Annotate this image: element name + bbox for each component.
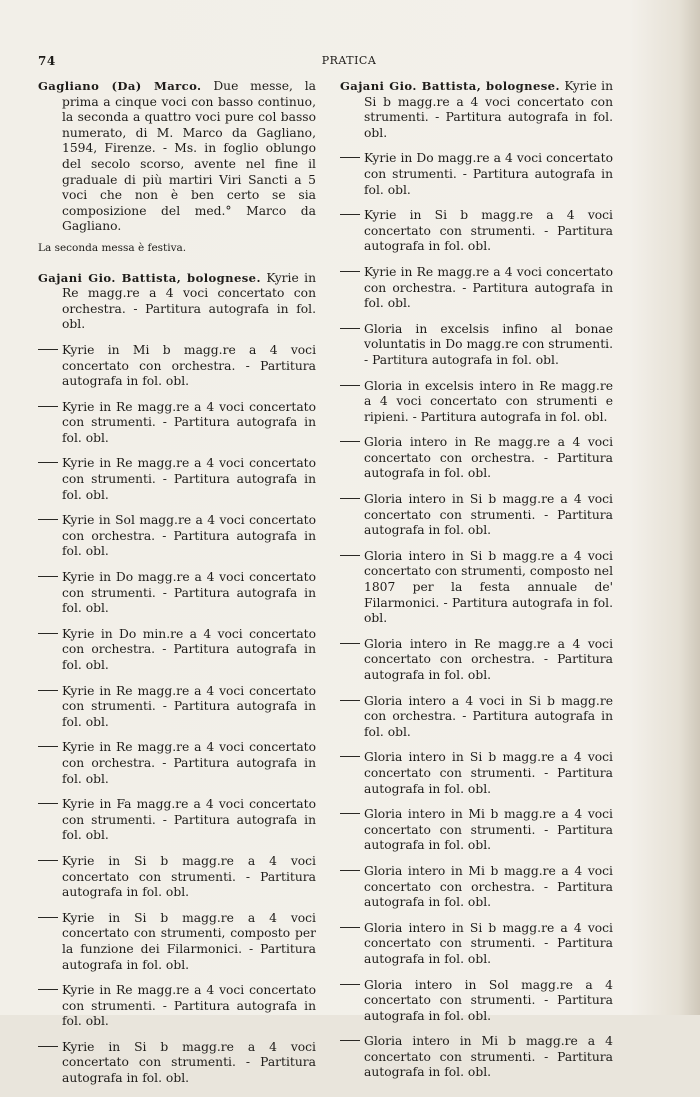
catalog-entry [340,208,613,255]
ditto-dash [340,555,360,556]
left-entry-list [38,343,316,1087]
catalog-entry [38,684,316,731]
ditto-dash [340,813,360,814]
catalog-entry [340,978,613,1025]
entry-text: Kyrie in Re magg.re a 4 voci concertato con strumenti. - Partitura autografa in fol. obl. [62,456,316,502]
catalog-entry [340,379,613,426]
entry-text: Kyrie in Fa magg.re a 4 voci concertato con strumenti. - Partitura autografa in fol. obl. [62,797,316,843]
entry-text: Gloria intero in Si b magg.re a 4 voci concertato con strumenti, composto nel 1807 per la festa annuale de' Filarmonici. - Partitura autografa in fol. obl. [364,548,613,626]
ditto-dash [340,984,360,985]
ditto-dash [340,1040,360,1041]
ditto-dash [38,989,58,990]
composer-name: Gagliano (Da) Marco. [38,79,202,93]
entry-text: Kyrie in Si b magg.re a 4 voci concertato con strumenti. - Partitura autografa in fol. obl. [62,853,316,900]
ditto-dash [340,328,360,329]
entry-text: Gloria intero in Mi b magg.re a 4 voci concertato con strumenti. - Partitura autografa in fol. obl. [364,807,613,853]
composer-name: Gajani Gio. Battista, bolognese. [340,79,560,93]
entry-text: Kyrie in Sol magg.re a 4 voci concertato con orchestra. - Partitura autografa in fol. obl. [62,513,316,559]
entry-text: Gloria intero in Si b magg.re a 4 voci concertato con strumenti. - Partitura autografa in fol. obl. [364,492,613,538]
catalog-entry [340,151,613,198]
entry-text: Kyrie in Re magg.re a 4 voci concertato con strumenti. - Partitura autografa in fol. obl. [62,983,316,1029]
entry-text: Gloria intero in Sol magg.re a 4 concertato con strumenti. - Partitura autografa in fol. obl. [364,977,613,1023]
ditto-dash [38,406,58,407]
ditto-dash [340,927,360,928]
ditto-dash [38,1046,58,1047]
entry-text: Gloria in excelsis infino al bonae voluntatis in Do magg.re con strumenti. - Partitura autografa in fol. obl. [364,321,613,367]
entry-note: La seconda messa è festiva. [38,241,187,254]
catalog-entry [340,807,613,854]
entry-text: Kyrie in Re magg.re a 4 voci concertato con orchestra. - Partitura autografa in fol. obl. [364,264,613,311]
catalog-entry [340,750,613,797]
entry-text: Kyrie in Do min.re a 4 voci concertato con orchestra. - Partitura autografa in fol. obl. [62,626,316,672]
catalog-entry [38,570,316,617]
ditto-dash [38,576,58,577]
catalog-entry [38,797,316,844]
entry-text: Kyrie in Do magg.re a 4 voci concertato con strumenti. - Partitura autografa in fol. obl. [364,151,613,197]
ditto-dash [38,349,58,350]
catalog-entry [38,343,316,390]
ditto-dash [38,519,58,520]
entry-text: Kyrie in Re magg.re a 4 voci concertato con strumenti. - Partitura autografa in fol. obl. [62,683,316,729]
entry-text: Kyrie in Si b magg.re a 4 voci concertato con strumenti. - Partitura autografa in fol. obl. [62,1039,316,1086]
ditto-dash [340,271,360,272]
entry-text: Gloria intero in Si b magg.re a 4 voci concertato con strumenti. - Partitura autografa in fol. obl. [364,750,613,796]
catalog-entry [38,1040,316,1087]
ditto-dash [340,214,360,215]
entry-text: Gloria intero in Mi b magg.re a 4 concertato con strumenti. - Partitura autografa in fol. obl. [364,1034,613,1080]
right-column [340,79,613,1091]
entry-text: Kyrie in Re magg.re a 4 voci concertato con orchestra. - Partitura autografa in fol. obl. [62,270,316,332]
ditto-dash [38,633,58,634]
entry-text: Kyrie in Re magg.re a 4 voci concertato con orchestra. - Partitura autografa in fol. obl. [62,740,316,786]
entry-text: Kyrie in Re magg.re a 4 voci concertato con strumenti. - Partitura autografa in fol. obl. [62,399,316,445]
catalog-entry [340,549,613,627]
entry-text: Kyrie in Si b magg.re a 4 voci concertato con strumenti, composto per la funzione dei Filarmonici. - Partitura autografa in fol. obl. [62,910,316,972]
catalog-entry [340,1034,613,1081]
ditto-dash [340,643,360,644]
running-title: PRATICA [321,54,377,67]
catalog-entry [38,513,316,560]
entry-text: Kyrie in Si b magg.re a 4 voci concertato con strumenti. - Partitura autografa in fol. obl. [364,79,613,140]
catalog-entry [38,627,316,674]
catalog-entry [340,492,613,539]
ditto-dash [340,700,360,701]
catalog-entry [38,983,316,1030]
entry-text: Kyrie in Mi b magg.re a 4 voci concertato con orchestra. - Partitura autografa in fol. obl. [62,342,316,389]
ditto-dash [340,385,360,386]
catalog-entry [340,435,613,482]
gajani-entry-right [340,79,613,141]
gagliano-entry [38,79,316,235]
catalog-entry [38,740,316,787]
ditto-dash [38,860,58,861]
page-header [38,54,660,70]
left-column [38,79,316,1097]
catalog-entry [340,265,613,312]
ditto-dash [340,157,360,158]
ditto-dash [340,498,360,499]
entry-text: Kyrie in Si b magg.re a 4 voci concertato con strumenti. - Partitura autografa in fol. obl. [364,208,613,254]
entry-text: Due messe, la prima a cinque voci con basso continuo, la seconda a quattro voci pure col basso numerato, di M. Marco da Gagliano, 1594, Firenze. - Ms. in foglio oblungo del secolo scorso, avente nel fine il graduale di più martiri Viri Sancti a 5 voci che non è ben certo se sia composizione del med.° Marco da Gagliano. [62,79,316,234]
ditto-dash [340,441,360,442]
page-number: 74 [38,54,56,68]
catalog-entry [340,637,613,684]
catalog-entry [340,921,613,968]
entry-text: Gloria intero in Mi b magg.re a 4 voci concertato con orchestra. - Partitura autografa in fol. obl. [364,863,613,910]
entry-text: Gloria intero in Re magg.re a 4 voci concertato con orchestra. - Partitura autografa in fol. obl. [364,435,613,481]
ditto-dash [340,870,360,871]
entry-text: Gloria in excelsis intero in Re magg.re a 4 voci concertato con strumenti e ripieni. - Partitura autografa in fol. obl. [364,378,613,424]
ditto-dash [340,756,360,757]
ditto-dash [38,462,58,463]
catalog-entry [340,322,613,369]
gajani-entry [38,271,316,333]
ditto-dash [38,690,58,691]
catalog-entry [38,854,316,901]
ditto-dash [38,803,58,804]
catalog-entry [38,911,316,973]
ditto-dash [38,746,58,747]
entry-text: Gloria intero in Si b magg.re a 4 voci concertato con strumenti. - Partitura autografa in fol. obl. [364,920,613,966]
entry-text: Gloria intero in Re magg.re a 4 voci concertato con orchestra. - Partitura autografa in fol. obl. [364,636,613,682]
entry-text: Gloria intero a 4 voci in Si b magg.re con orchestra. - Partitura autografa in fol. obl. [364,693,613,739]
catalog-entry [38,400,316,447]
ditto-dash [38,917,58,918]
entry-text: Kyrie in Do magg.re a 4 voci concertato con strumenti. - Partitura autografa in fol. obl. [62,570,316,616]
catalog-entry [340,864,613,911]
catalog-entry [340,694,613,741]
catalog-entry [38,456,316,503]
right-entry-list [340,151,613,1081]
composer-name: Gajani Gio. Battista, bolognese. [38,270,261,285]
